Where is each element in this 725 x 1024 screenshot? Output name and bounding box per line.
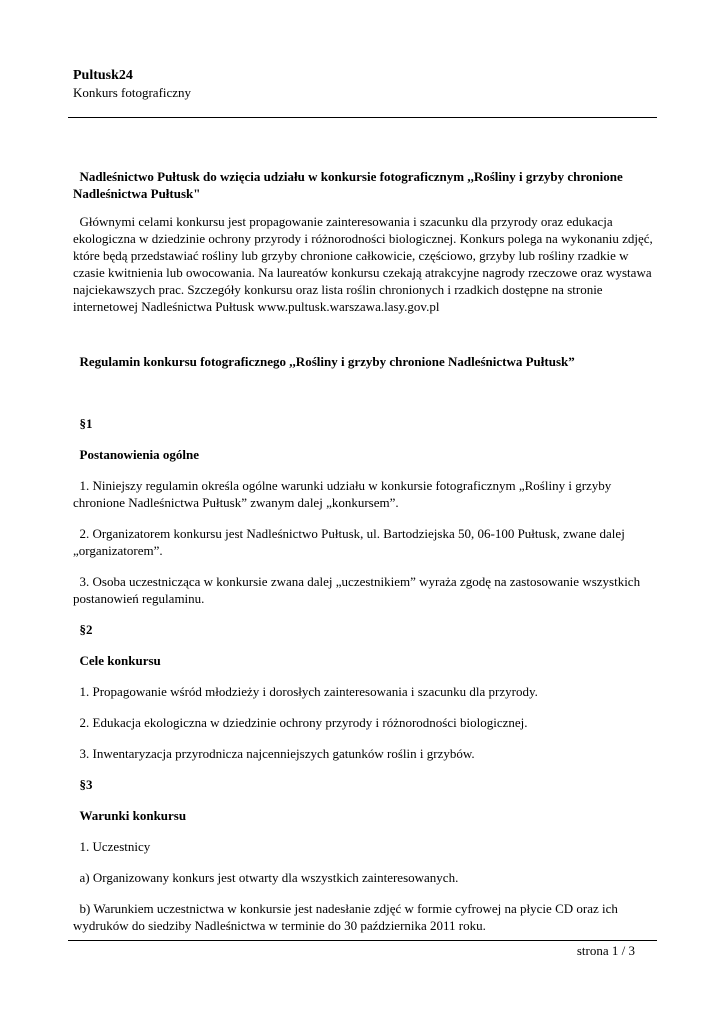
section-title: Konkurs fotograficzny [73, 85, 192, 100]
section-1-label: §1 [73, 416, 93, 431]
section-2-heading: Cele konkursu [73, 653, 161, 668]
section-1-heading: Postanowienia ogólne [73, 447, 200, 462]
section-1-paragraph: 1. Niniejszy regulamin określa ogólne warunki udziału w konkursie fotograficznym „Rośliny i grzyby chronione Nadleśnictwa Pułtusk” zwanym dalej „konkursem”. [73, 478, 615, 510]
section-1-paragraph: 3. Osoba uczestnicząca w konkursie zwana dalej „uczestnikiem” wyraża zgodę na zastosowanie wszystkich postanowień regulaminu. [73, 574, 644, 606]
site-name: Pultusk24 [73, 68, 133, 83]
article-intro: Głównymi celami konkursu jest propagowanie zainteresowania i szacunku dla przyrody oraz edukacja ekologiczna w dziedzinie ochrony przyrody i różnorodności biologicznej. Konkurs polega na wykonaniu zdjęć, które będą przedstawiać rośliny lub grzyby chronione całkowicie, częściowo, grzyby lub rośliny rzadkie w czasie kwitnienia lub owocowania. Na laureatów konkursu czekają atrakcyjne nagrody rzeczowe oraz wystawa najciekawszych prac. Szczegóły konkursu oraz lista roślin chronionych i rzadkich dostępne na stronie internetowej Nadleśnictwa Pułtusk www.pultusk.warszawa.lasy.gov.pl [73, 214, 657, 314]
section-3-paragraph: b) Warunkiem uczestnictwa w konkursie jest nadesłanie zdjęć w formie cyfrowej na płycie CD oraz ich wydruków do siedziby Nadleśnictwa w terminie do 30 października 2011 roku. [73, 901, 622, 933]
footer-divider [68, 940, 657, 941]
section-3-paragraph: 1. Uczestnicy [73, 839, 151, 854]
section-2-paragraph: 2. Edukacja ekologiczna w dziedzinie ochrony przyrody i różnorodności biologicznej. [73, 715, 528, 730]
section-2-paragraph: 3. Inwentaryzacja przyrodnicza najcenniejszych gatunków roślin i grzybów. [73, 746, 475, 761]
article-content [73, 168, 657, 934]
section-2-label: §2 [73, 622, 93, 637]
article-title: Nadleśnictwo Pułtusk do wzięcia udziału w konkursie fotograficznym ,,Rośliny i grzyby chronione Nadleśnictwa Pułtusk" [73, 169, 627, 201]
regulation-title: Regulamin konkursu fotograficznego ,,Rośliny i grzyby chronione Nadleśnictwa Pułtusk” [73, 354, 575, 369]
section-3-label: §3 [73, 777, 93, 792]
page-number: strona 1 / 3 [576, 943, 635, 958]
section-1-paragraph: 2. Organizatorem konkursu jest Nadleśnictwo Pułtusk, ul. Bartodziejska 50, 06-100 Pułtusk, zwane dalej „organizatorem”. [73, 526, 629, 558]
section-2-paragraph: 1. Propagowanie wśród młodzieży i dorosłych zainteresowania i szacunku dla przyrody. [73, 684, 538, 699]
section-3-paragraph: a) Organizowany konkurs jest otwarty dla wszystkich zainteresowanych. [73, 870, 459, 885]
section-3-heading: Warunki konkursu [73, 808, 187, 823]
header-divider [68, 117, 657, 118]
